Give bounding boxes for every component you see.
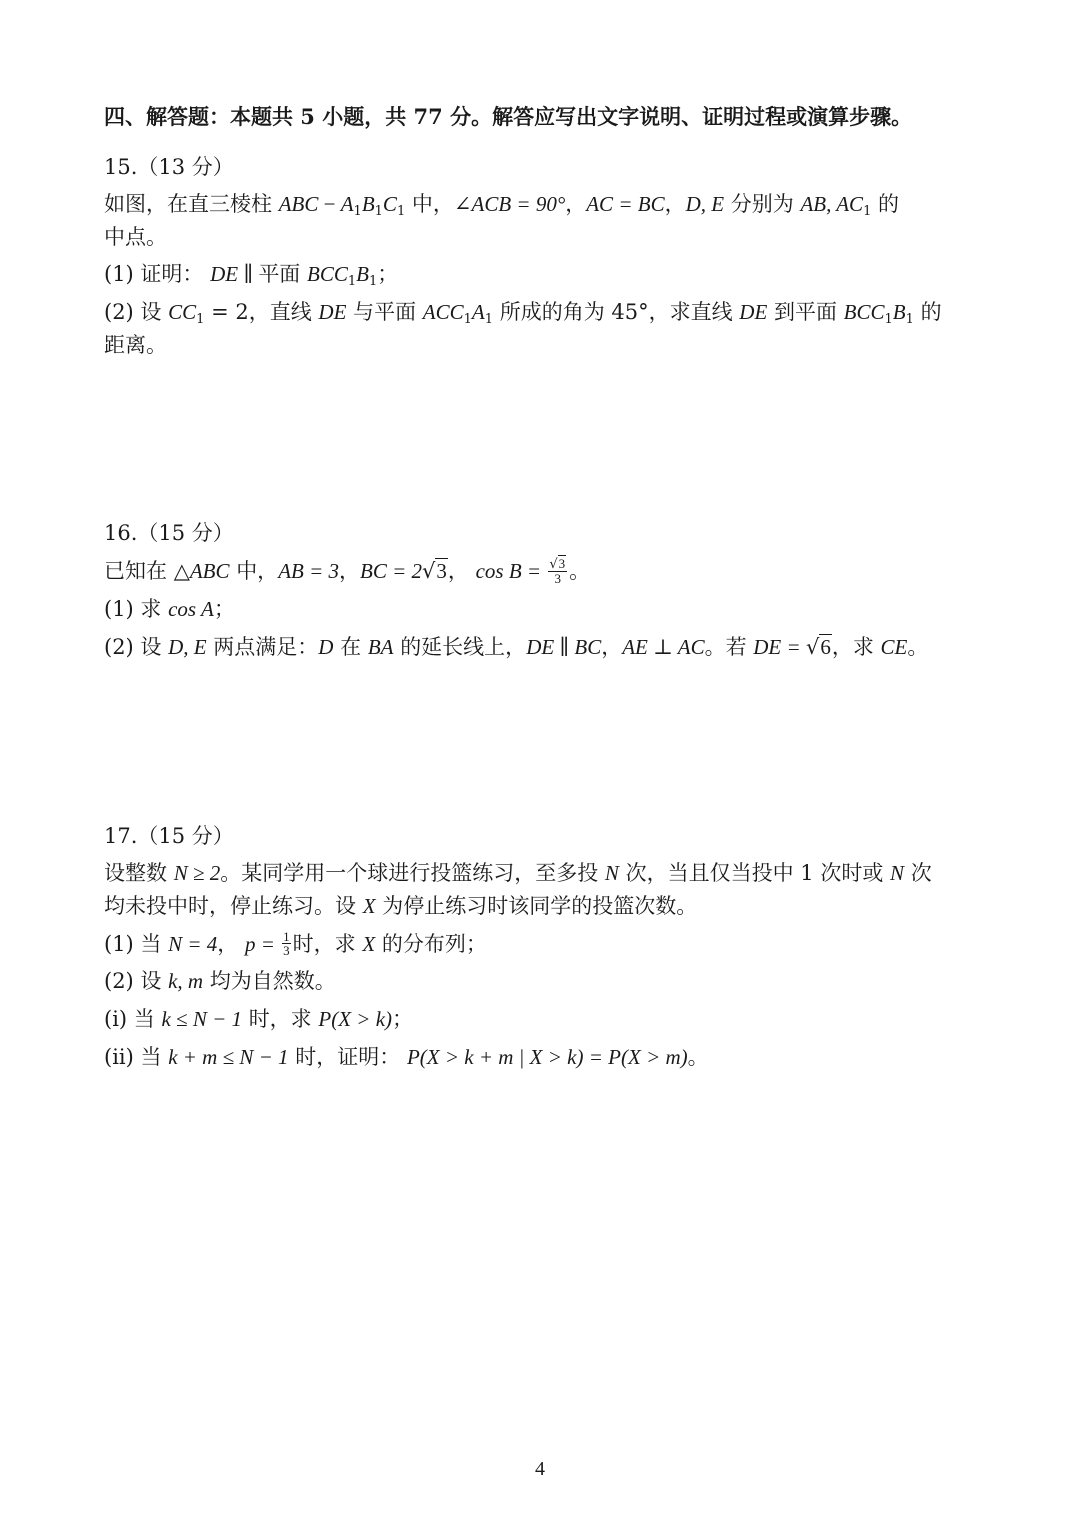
fraction-one-third: $\frac{1}{3}$ <box>283 929 290 958</box>
page-number: 4 <box>535 1458 545 1480</box>
q17-intro-line1: 设整数 N ≥ 2。某同学用一个球进行投篮练习，至多投 N 次，当且仅当投中 1 次时或 N 次 <box>104 861 932 885</box>
q17-part2: (2) 设 k, m 均为自然数。 <box>104 969 336 993</box>
q15-intro-line1: 如图，在直三棱柱 ABC − $A_1B_1C_1$ 中，∠ACB = 90°，AC = BC，D, E 分别为 AB, $AC_1$ 的 <box>104 192 900 219</box>
q15-intro-line2: 中点。 <box>104 225 167 249</box>
q16-part1: (1) 求 cos A； <box>104 597 235 621</box>
section-title: 四、解答题：本题共 5 小题，共 77 分。解答应写出文字说明、证明过程或演算步骤。 <box>104 104 913 129</box>
sqrt-symbol: √ <box>422 559 436 583</box>
q17-part1: (1) 当 N = 4， p = $\frac{1}{3}$ 时，求 X 的分布列； <box>104 929 487 958</box>
q17-header: 17.（15 分） <box>104 824 234 848</box>
q17-part2-i: (i) 当 k ≤ N − 1 时，求 P(X > k)； <box>104 1007 414 1031</box>
q15-header: 15.（13 分） <box>104 155 234 179</box>
q16-part2: (2) 设 D, E 两点满足：D 在 BA 的延长线上，DE ∥ BC，AE ⊥ AC。若 DE = √6，求 CE。 <box>104 635 929 659</box>
q16-intro: 已知在 △ABC 中，AB = 3，BC = 2√3， cos B = $\frac{√3}{3}$ 。 <box>104 555 591 586</box>
q15-part1: (1) 证明： DE ∥ 平面 $BCC_1B_1$； <box>104 262 399 289</box>
q15-part2-line1: (2) 设 $CC_1 = 2$，直线 DE 与平面 $ACC_1A_1$ 所成的角为 45°，求直线 DE 到平面 $BCC_1B_1$ 的 <box>104 300 942 327</box>
fraction-sqrt3-over-3: $\frac{√3}{3}$ <box>549 555 566 586</box>
q15-part2-line2: 距离。 <box>104 333 167 357</box>
q16-header: 16.（15 分） <box>104 521 234 545</box>
q17-intro-line2: 均未投中时，停止练习。设 X 为停止练习时该同学的投篮次数。 <box>104 894 698 918</box>
q17-part2-ii: (ii) 当 k + m ≤ N − 1 时，证明： P(X > k + m | X > k) = P(X > m)。 <box>104 1045 709 1069</box>
